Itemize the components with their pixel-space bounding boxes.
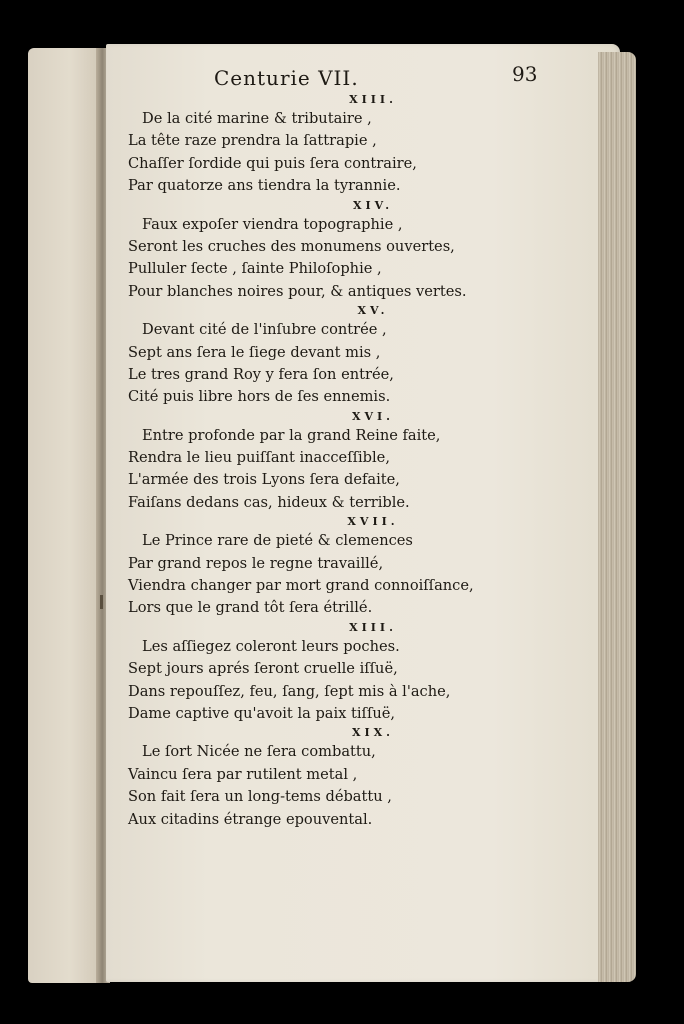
verse-line: Vaincu ſera par rutilent metal , (128, 765, 358, 783)
verse-line: Le Prince rare de pieté & clemences (142, 532, 413, 550)
verse-line: Aux citadins étrange epouvental. (128, 810, 373, 828)
running-head (106, 62, 606, 92)
verse-line: Les aſſiegez coleront leurs poches. (142, 637, 400, 655)
stanza-numeral: XIII. (349, 620, 397, 634)
stanza-13 (106, 92, 606, 198)
verse-line: Faiſans dedans cas, hideux & terrible. (128, 493, 410, 511)
stanza-numeral: XIII. (349, 93, 397, 106)
verse-line: Par quatorze ans tiendra la tyrannie. (128, 177, 401, 195)
verse-line: Le ſort Nicée ne ſera combattu, (142, 743, 376, 761)
verse-line: Lors que le grand tôt ſera étrillé. (128, 599, 373, 617)
verse-line: Le tres grand Roy y fera ſon entrée, (128, 365, 394, 383)
stanza-numeral: XVI. (351, 409, 395, 423)
page-text (106, 62, 606, 831)
stanza-numeral: XIV. (352, 198, 394, 212)
verse-line: Dans repouſſez, feu, ſang, ſept mis à l'ache, (128, 682, 451, 700)
verse-line: De la cité marine & tributaire , (142, 110, 372, 127)
verse-line: Rendra le lieu puiſſant inacceſſible, (128, 449, 390, 467)
verse-line: Son fait ſera un long-tems débattu , (128, 788, 392, 806)
verse-line: Cité puis libre hors de ſes ennemis. (128, 388, 391, 406)
verse-line: Entre profonde par la grand Reine faite, (142, 426, 441, 444)
facing-page (28, 48, 104, 983)
verse-line: Sept ans ſera le ſiege devant mis , (128, 343, 381, 361)
stanza-numeral: XV. (357, 304, 389, 318)
spine-mark (100, 595, 103, 609)
stanza-numeral: XIX. (351, 726, 395, 740)
verse-line: Par grand repos le regne travaillé, (128, 554, 384, 572)
verse-line: Faux expoſer viendra topographie , (142, 215, 403, 233)
stanza-14 (106, 198, 606, 304)
verse-line: Pour blanches noires pour, & antiques vertes. (128, 282, 467, 300)
verse-line: Pulluler ſecte , ſainte Philoſophie , (128, 260, 382, 278)
stanza-15 (106, 303, 606, 409)
verse-line: Chaſſer ſordide qui puis ſera contraire, (128, 154, 417, 172)
verse-line: Devant cité de l'inſubre contrée , (142, 321, 387, 339)
stanza-16 (106, 409, 606, 515)
verse-line: Seront les cruches des monumens ouvertes, (128, 237, 455, 255)
page-number: 93 (512, 62, 538, 86)
verse-line: L'armée des trois Lyons ſera defaite, (128, 471, 400, 489)
stanza-19 (106, 725, 606, 831)
running-title: Centurie VII. (214, 66, 359, 90)
stanza-18 (106, 620, 606, 726)
stanza-numeral: XVII. (347, 515, 399, 529)
verse-line: Dame captive qu'avoit la paix tiſſuë, (128, 704, 396, 722)
verse-line: Sept jours aprés ſeront cruelle iſſuë, (128, 660, 398, 678)
verse-line: Viendra changer par mort grand connoiſſance, (128, 577, 474, 595)
stanza-17 (106, 514, 606, 620)
verse-line: La tête raze prendra la ſattrapie , (128, 132, 377, 150)
